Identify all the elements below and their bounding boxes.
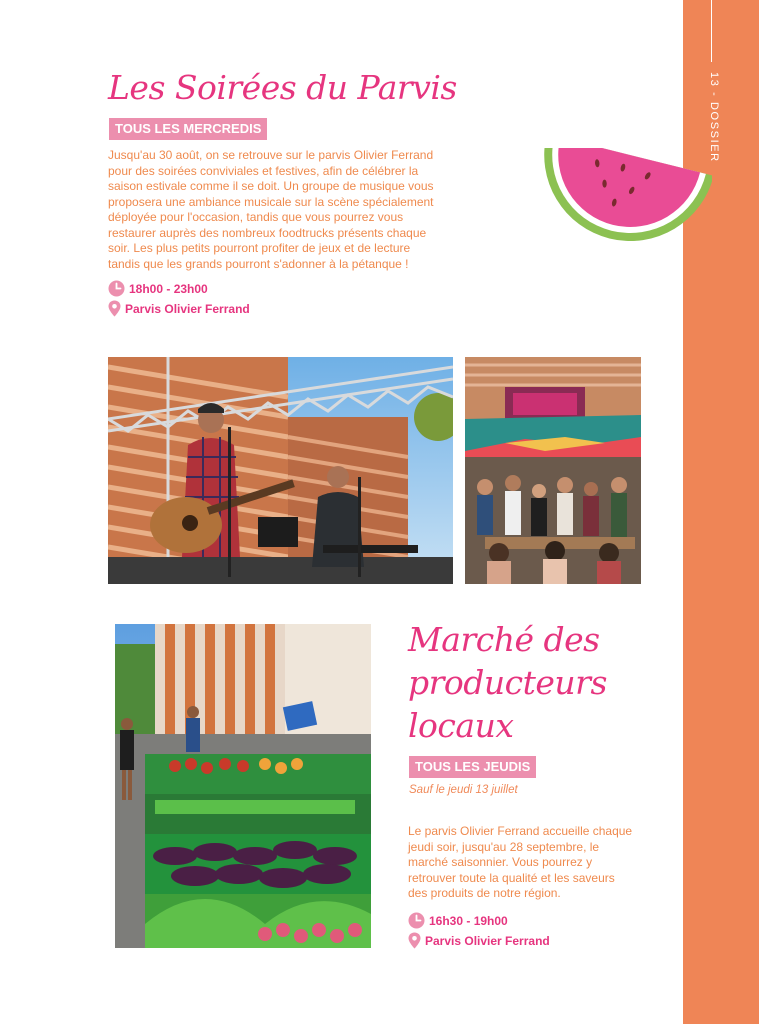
time-text: 18h00 - 23h00: [129, 281, 208, 296]
title-line: producteurs: [408, 663, 607, 702]
photo-crowd: [465, 357, 641, 584]
text-line: Jusqu'au 30 août, on se retrouve sur le parvis Olivier Ferrand: [108, 148, 434, 162]
text-line: des produits de notre région.: [408, 886, 561, 900]
title-line: Marché des: [408, 620, 600, 659]
event-title-soirees: Les Soirées du Parvis: [108, 68, 457, 107]
place-text: Parvis Olivier Ferrand: [125, 301, 250, 316]
text-line: Le parvis Olivier Ferrand accueille chaque: [408, 824, 633, 838]
schedule-badge: TOUS LES JEUDIS: [409, 756, 536, 778]
photo-concert: [108, 357, 453, 584]
text-line: jeudi soir, jusqu'au 28 septembre, le: [408, 839, 600, 854]
page-section-label: 13 - DOSSIER: [708, 72, 720, 163]
text-line: tandis que les grands pourront s'adonner à la pétanque !: [108, 256, 409, 271]
event-title-marche: [408, 618, 678, 747]
event-description: [408, 824, 648, 902]
text-line: déployée pour l'occasion, tandis que vous pourrez vous: [108, 210, 404, 224]
text-line: retrouver toute la qualité et les saveurs: [408, 870, 615, 885]
event-place: [408, 932, 550, 949]
text-line: proposera une ambiance musicale sur la scène spécialement: [108, 194, 434, 209]
time-text: 16h30 - 19h00: [429, 913, 508, 928]
event-time: [108, 280, 208, 297]
side-divider: [711, 0, 712, 62]
text-line: soir. Les plus petits pourront profiter de jeux et de lecture: [108, 241, 411, 255]
clock-icon: [108, 280, 125, 297]
place-text: Parvis Olivier Ferrand: [425, 933, 550, 948]
clock-icon: [408, 912, 425, 929]
text-line: marché saisonnier. Vous pourrez y: [408, 855, 593, 869]
title-line: locaux: [408, 706, 514, 745]
event-place: [108, 300, 250, 317]
event-time: [408, 912, 508, 929]
watermelon-icon: [532, 148, 712, 264]
text-line: pour des soirées conviviales et festives, afin de célébrer la: [108, 163, 419, 178]
photo-market: [115, 624, 371, 948]
text-line: saison estivale comme il se doit. Un groupe de musique vous: [108, 179, 434, 193]
event-description: [108, 148, 453, 272]
location-pin-icon: [108, 300, 121, 317]
exception-note: Sauf le jeudi 13 juillet: [409, 784, 518, 796]
text-line: restaurer auprès des nombreux foodtrucks présents chaque: [108, 225, 427, 240]
location-pin-icon: [408, 932, 421, 949]
schedule-badge: TOUS LES MERCREDIS: [109, 118, 267, 140]
